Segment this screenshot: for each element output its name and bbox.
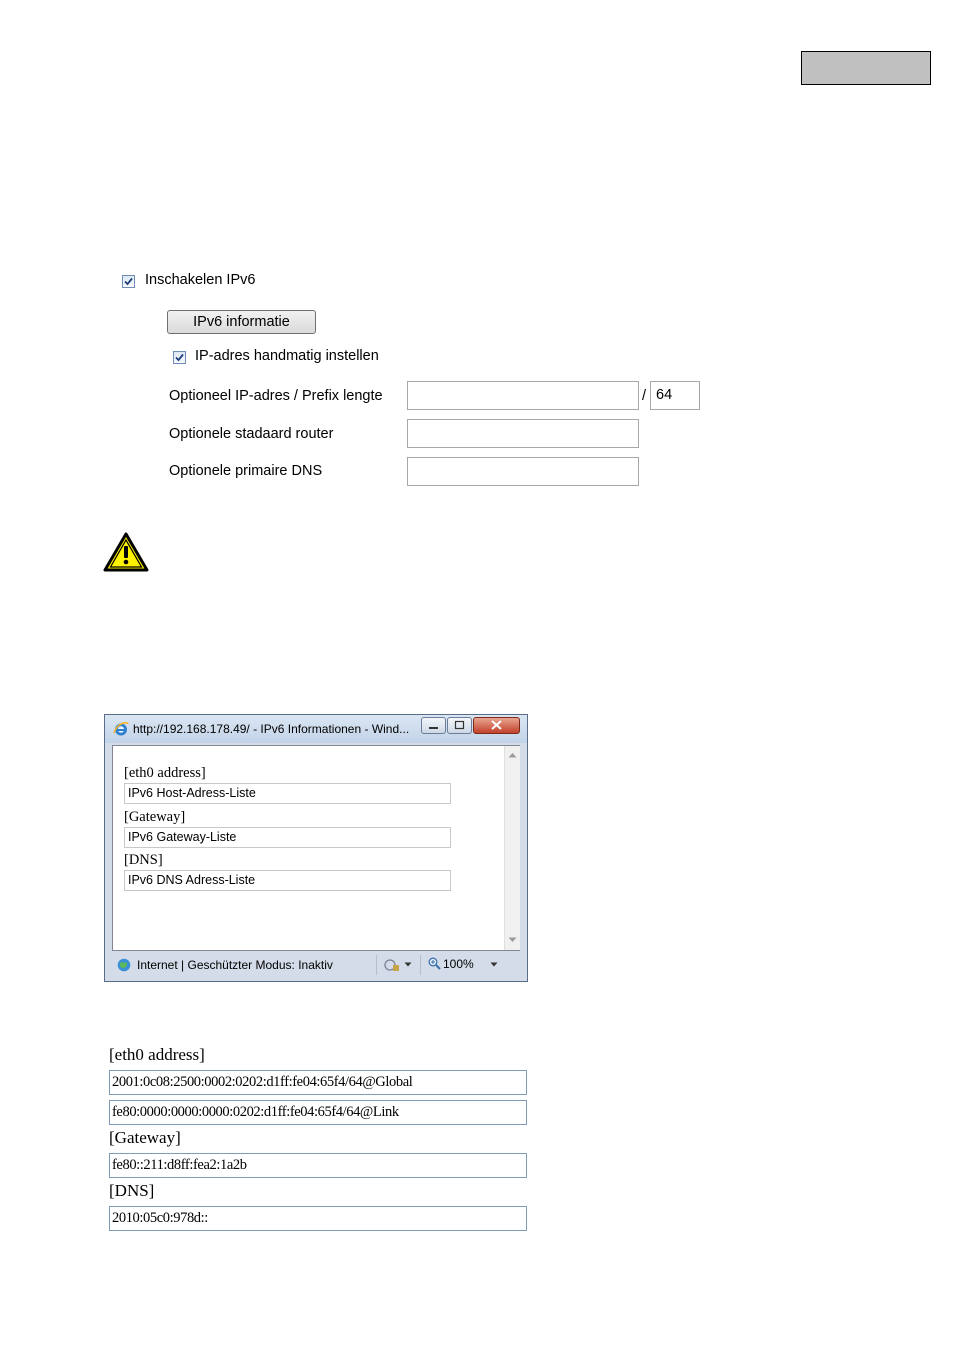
maximize-button[interactable]	[447, 717, 472, 734]
result-gateway-heading: [Gateway]	[109, 1128, 181, 1147]
router-label: Optionele stadaard router	[169, 426, 334, 442]
zoom-icon[interactable]	[428, 957, 441, 970]
chevron-down-icon[interactable]	[490, 962, 498, 967]
window-content	[112, 745, 520, 951]
minimize-button[interactable]	[421, 717, 446, 734]
manual-ip-label: IP-adres handmatig instellen	[195, 348, 379, 364]
ip-prefix-label: Optioneel IP-adres / Prefix lengte	[169, 388, 383, 404]
prefix-separator: /	[642, 388, 647, 404]
result-dns-heading: [DNS]	[109, 1181, 155, 1200]
status-bar	[112, 953, 520, 977]
gateway-field[interactable]: IPv6 Gateway-Liste	[124, 827, 451, 848]
prefix-length-input[interactable]: 64	[650, 381, 700, 410]
ip-address-input[interactable]	[407, 381, 639, 410]
scroll-down-icon[interactable]	[508, 937, 517, 943]
result-gateway-value: fe80::211:d8ff:fea2:1a2b	[109, 1153, 527, 1178]
router-input[interactable]	[407, 419, 639, 448]
window-title-bar	[105, 715, 527, 743]
internet-explorer-icon	[113, 721, 129, 737]
result-eth0-global: 2001:0c08:2500:0002:0202:d1ff:fe04:65f4/64@Global	[109, 1070, 527, 1095]
dns-heading: [DNS]	[124, 852, 163, 868]
globe-icon	[117, 958, 131, 972]
close-button[interactable]	[473, 717, 520, 734]
warning-triangle-icon	[103, 532, 149, 572]
status-text: Internet | Geschützter Modus: Inaktiv	[137, 958, 333, 972]
ipv6-info-window	[104, 714, 528, 982]
eth0-field[interactable]: IPv6 Host-Adress-Liste	[124, 783, 451, 804]
minimize-icon	[422, 718, 445, 733]
maximize-icon	[448, 718, 471, 733]
enable-ipv6-checkbox[interactable]	[122, 275, 135, 288]
dns-field[interactable]: IPv6 DNS Adress-Liste	[124, 870, 451, 891]
close-icon	[474, 718, 519, 733]
chevron-down-icon[interactable]	[404, 962, 412, 967]
result-eth0-heading: [eth0 address]	[109, 1045, 205, 1064]
scroll-up-icon[interactable]	[508, 752, 517, 758]
ipv6-info-button[interactable]: IPv6 informatie	[167, 310, 316, 334]
enable-ipv6-label: Inschakelen IPv6	[145, 272, 256, 288]
gateway-heading: [Gateway]	[124, 809, 186, 825]
checkmark-icon	[123, 276, 134, 287]
header-grey-box	[801, 51, 931, 85]
dns-label: Optionele primaire DNS	[169, 463, 323, 479]
dns-input[interactable]	[407, 457, 639, 486]
result-dns-value: 2010:05c0:978d::	[109, 1206, 527, 1231]
status-divider	[420, 955, 421, 975]
eth0-heading: [eth0 address]	[124, 765, 206, 781]
checkmark-icon	[174, 352, 185, 363]
status-divider	[376, 955, 377, 975]
vertical-scrollbar[interactable]	[504, 746, 520, 950]
manual-ip-checkbox[interactable]	[173, 351, 186, 364]
protected-mode-icon[interactable]	[384, 958, 400, 972]
zoom-level[interactable]: 100%	[443, 957, 474, 971]
result-eth0-link: fe80:0000:0000:0000:0202:d1ff:fe04:65f4/64@Link	[109, 1100, 527, 1125]
window-title: http://192.168.178.49/ - IPv6 Informationen - Wind...	[133, 722, 410, 736]
